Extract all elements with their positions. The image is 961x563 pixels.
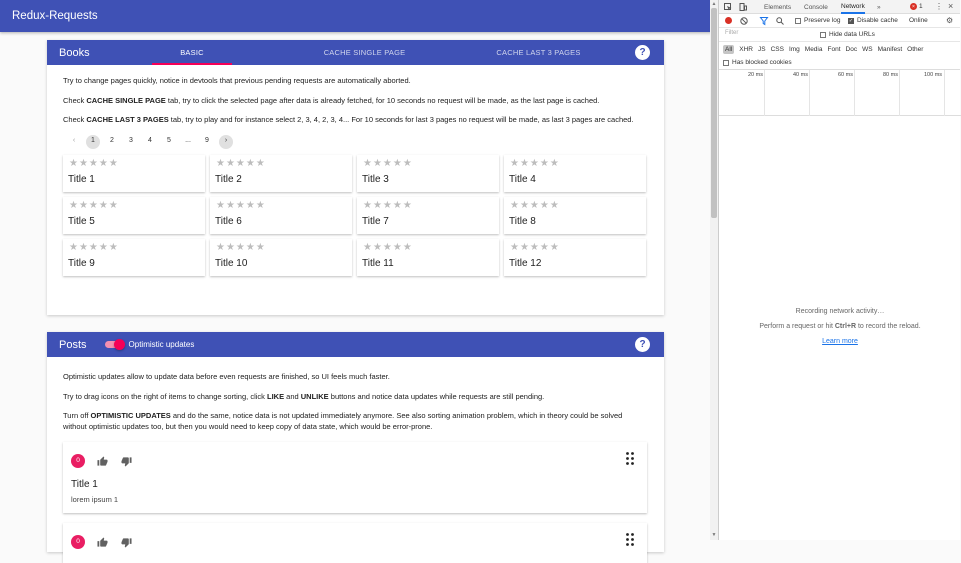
- device-toggle-icon[interactable]: [739, 3, 747, 11]
- devtools-tab-bar: [719, 0, 960, 14]
- rating-stars[interactable]: ★★★★★: [216, 199, 266, 211]
- book-tile: [504, 239, 646, 276]
- prev-page-button[interactable]: ‹: [72, 137, 76, 145]
- app-bar: [0, 0, 718, 32]
- unlike-button[interactable]: [119, 535, 133, 549]
- next-page-button[interactable]: ›: [219, 135, 233, 149]
- reload-hint: Perform a request or hit Ctrl+R to record the reload.: [759, 323, 921, 330]
- tab-cache-last-3-pages[interactable]: CACHE LAST 3 PAGES: [496, 48, 581, 57]
- pagination: [67, 135, 648, 149]
- page-button-4[interactable]: 4: [148, 137, 152, 145]
- scroll-up-icon[interactable]: ▲: [711, 1, 717, 7]
- clear-button[interactable]: [740, 17, 748, 25]
- book-title: Title 3: [362, 173, 389, 185]
- type-filter-xhr[interactable]: XHR: [739, 45, 753, 53]
- books-header: [47, 40, 664, 65]
- rating-stars[interactable]: ★★★★★: [69, 241, 119, 253]
- book-tile: [63, 155, 205, 192]
- book-tile: [210, 239, 352, 276]
- rating-stars[interactable]: ★★★★★: [510, 241, 560, 253]
- network-toolbar: [719, 14, 960, 28]
- rating-stars[interactable]: ★★★★★: [363, 241, 413, 253]
- page-button-1[interactable]: 1: [86, 135, 100, 149]
- posts-card: [47, 332, 664, 552]
- page-button-2[interactable]: 2: [110, 137, 114, 145]
- drag-indicator-icon: [625, 452, 635, 465]
- rating-stars[interactable]: ★★★★★: [363, 199, 413, 211]
- page-button-3[interactable]: 3: [129, 137, 133, 145]
- filter-input[interactable]: Filter: [725, 30, 739, 36]
- books-grid: [63, 155, 648, 276]
- learn-more-link[interactable]: Learn more: [822, 338, 858, 345]
- optimistic-updates-label: Optimistic updates: [128, 340, 195, 349]
- rating-stars[interactable]: ★★★★★: [216, 241, 266, 253]
- timeline-gridline: [809, 70, 810, 116]
- rating-stars[interactable]: ★★★★★: [216, 157, 266, 169]
- page-ellipsis: ...: [185, 137, 191, 145]
- checkbox-icon: [795, 18, 801, 24]
- hide-data-urls-checkbox[interactable]: [820, 31, 875, 38]
- blocked-cookies-row: [719, 56, 960, 70]
- help-icon[interactable]: ?: [635, 45, 650, 60]
- timeline-label: 80 ms: [883, 72, 898, 78]
- thumb-down-icon: [121, 537, 132, 548]
- page-scrollbar[interactable]: [710, 0, 718, 540]
- scroll-down-icon[interactable]: ▼: [711, 532, 717, 538]
- rating-stars[interactable]: ★★★★★: [69, 157, 119, 169]
- more-tabs-icon[interactable]: »: [877, 3, 881, 11]
- books-body: [47, 65, 664, 276]
- page-button-9[interactable]: 9: [205, 137, 209, 145]
- book-tile: [357, 197, 499, 234]
- post-item: [63, 523, 647, 563]
- disable-cache-checkbox[interactable]: [848, 17, 898, 24]
- settings-gear-icon[interactable]: ⚙: [946, 16, 954, 25]
- book-tile: [504, 197, 646, 234]
- type-filter-media[interactable]: Media: [804, 45, 823, 53]
- book-tile: [504, 155, 646, 192]
- books-paragraph-1: Try to change pages quickly, notice in devtools that previous pending requests are automatically aborted.: [63, 76, 411, 85]
- error-counter[interactable]: [910, 3, 923, 10]
- book-tile: [63, 239, 205, 276]
- network-overview-timeline[interactable]: [719, 70, 961, 116]
- type-filter-list: [723, 45, 928, 54]
- devtools-tab-console[interactable]: Console: [804, 3, 828, 11]
- error-icon: ×: [910, 3, 917, 10]
- likes-badge: 0: [71, 535, 85, 549]
- timeline-gridline: [899, 70, 900, 116]
- search-icon: [776, 17, 784, 25]
- type-filter-manifest[interactable]: Manifest: [877, 45, 903, 53]
- type-filter-doc[interactable]: Doc: [845, 45, 858, 53]
- book-title: Title 5: [68, 215, 95, 227]
- posts-paragraph-2: Try to drag icons on the right of items to change sorting, click LIKE and UNLIKE buttons and notice data updates while requests are still pending.: [63, 391, 545, 401]
- resource-type-filters: [719, 42, 960, 56]
- posts-title: Posts: [59, 338, 87, 351]
- type-filter-js[interactable]: JS: [757, 45, 766, 53]
- disable-cache-label: Disable cache: [857, 17, 898, 24]
- book-tile: [357, 239, 499, 276]
- blocked-cookies-checkbox[interactable]: [723, 59, 792, 66]
- scrollbar-thumb[interactable]: [711, 8, 717, 218]
- book-title: Title 9: [68, 257, 95, 269]
- rating-stars[interactable]: ★★★★★: [510, 157, 560, 169]
- tab-cache-single-page[interactable]: CACHE SINGLE PAGE: [323, 48, 406, 57]
- error-count: 1: [919, 3, 923, 10]
- book-title: Title 8: [509, 215, 536, 227]
- hide-data-urls-label: Hide data URLs: [829, 31, 875, 38]
- drag-indicator-icon: [625, 533, 635, 546]
- filter-row: [719, 28, 960, 42]
- post-actions: [71, 454, 639, 468]
- timeline-gridline: [854, 70, 855, 116]
- posts-header: [47, 332, 664, 357]
- record-button[interactable]: [725, 17, 732, 24]
- books-card: [47, 40, 664, 315]
- tab-basic[interactable]: BASIC: [152, 40, 232, 65]
- book-tile: [63, 197, 205, 234]
- rating-stars[interactable]: ★★★★★: [363, 157, 413, 169]
- drag-handle[interactable]: [625, 452, 635, 469]
- app-title: Redux-Requests: [12, 10, 98, 22]
- preserve-log-checkbox[interactable]: [795, 17, 841, 24]
- book-title: Title 11: [362, 257, 394, 269]
- book-tile: [357, 155, 499, 192]
- recording-status: Recording network activity…: [795, 308, 885, 315]
- clear-icon: [740, 17, 748, 25]
- book-title: Title 1: [68, 173, 95, 185]
- checkbox-icon: [723, 60, 729, 66]
- type-filter-other[interactable]: Other: [907, 45, 924, 53]
- type-filter-ws[interactable]: WS: [862, 45, 873, 53]
- post-actions: [71, 535, 639, 549]
- type-filter-css[interactable]: CSS: [770, 45, 784, 53]
- search-button[interactable]: [776, 17, 784, 25]
- devtools-tab-elements[interactable]: Elements: [764, 3, 792, 11]
- book-tile: [210, 155, 352, 192]
- book-title: Title 4: [509, 173, 536, 185]
- book-title: Title 10: [215, 257, 248, 269]
- book-title: Title 12: [509, 257, 542, 269]
- like-button[interactable]: [95, 454, 109, 468]
- checkbox-checked-icon: ✓: [848, 17, 854, 24]
- posts-paragraph-1: Optimistic updates allow to update data before even requests are finished, so UI feels much faster.: [63, 372, 390, 381]
- blocked-cookies-label: Has blocked cookies: [732, 59, 792, 66]
- checkbox-icon: [820, 32, 826, 38]
- filter-icon: [760, 17, 768, 25]
- timeline-label: 100 ms: [924, 72, 943, 78]
- type-filter-img[interactable]: Img: [788, 45, 800, 53]
- timeline-label: 40 ms: [793, 72, 808, 78]
- toggle-knob: [114, 339, 125, 350]
- books-paragraph-3: Check CACHE LAST 3 PAGES tab, try to play and for instance select 2, 3, 4, 2, 3, 4... For 10 seconds for last 3 pages no request will be made, as last 3 pages are cached.: [63, 115, 634, 124]
- devtools-tab-network[interactable]: Network: [841, 0, 865, 14]
- filter-toggle-button[interactable]: [760, 17, 768, 25]
- book-tile: [210, 197, 352, 234]
- book-title: Title 7: [362, 215, 389, 227]
- books-paragraph-2: Check CACHE SINGLE PAGE tab, try to click the selected page after data is already fetched, for 10 seconds no request will be made, as the last page is cached.: [63, 95, 600, 105]
- close-icon[interactable]: ×: [948, 1, 954, 11]
- type-filter-font[interactable]: Font: [827, 45, 841, 53]
- timeline-label: 60 ms: [838, 72, 853, 78]
- thumb-up-icon: [97, 456, 108, 467]
- rating-stars[interactable]: ★★★★★: [510, 199, 560, 211]
- post-item: [63, 442, 647, 513]
- record-icon: [725, 17, 732, 24]
- drag-handle[interactable]: [625, 533, 635, 550]
- page-button-5[interactable]: 5: [167, 137, 171, 145]
- posts-body: [47, 357, 664, 563]
- post-body: lorem ipsum 1: [71, 494, 119, 504]
- rating-stars[interactable]: ★★★★★: [69, 199, 119, 211]
- thumb-up-icon: [97, 537, 108, 548]
- books-title: Books: [59, 46, 90, 59]
- devtools-panel: [718, 0, 960, 540]
- timeline-gridline: [764, 70, 765, 116]
- thumb-down-icon: [121, 456, 132, 467]
- timeline-label: 20 ms: [748, 72, 763, 78]
- posts-paragraph-3: Turn off OPTIMISTIC UPDATES and do the same, notice data is not updated immediately anymore. See also sorting animation problem, which in theory could be solved without optimistic updates too, but then you would need to keep copy of data state, which would be error-prone.: [63, 411, 623, 431]
- throttling-select[interactable]: Online: [909, 17, 928, 24]
- help-icon[interactable]: ?: [635, 337, 650, 352]
- type-filter-all[interactable]: All: [725, 45, 733, 53]
- inspect-icon[interactable]: [724, 3, 732, 11]
- kebab-menu-icon[interactable]: ⋮: [935, 2, 943, 11]
- optimistic-updates-toggle[interactable]: [105, 340, 123, 349]
- book-title: Title 6: [215, 215, 242, 227]
- preserve-log-label: Preserve log: [804, 17, 841, 24]
- timeline-gridline: [944, 70, 945, 116]
- likes-badge: 0: [71, 454, 85, 468]
- post-title: Title 1: [71, 479, 98, 490]
- like-button[interactable]: [95, 535, 109, 549]
- learn-more-link-row: [719, 338, 961, 345]
- book-title: Title 2: [215, 173, 242, 185]
- unlike-button[interactable]: [119, 454, 133, 468]
